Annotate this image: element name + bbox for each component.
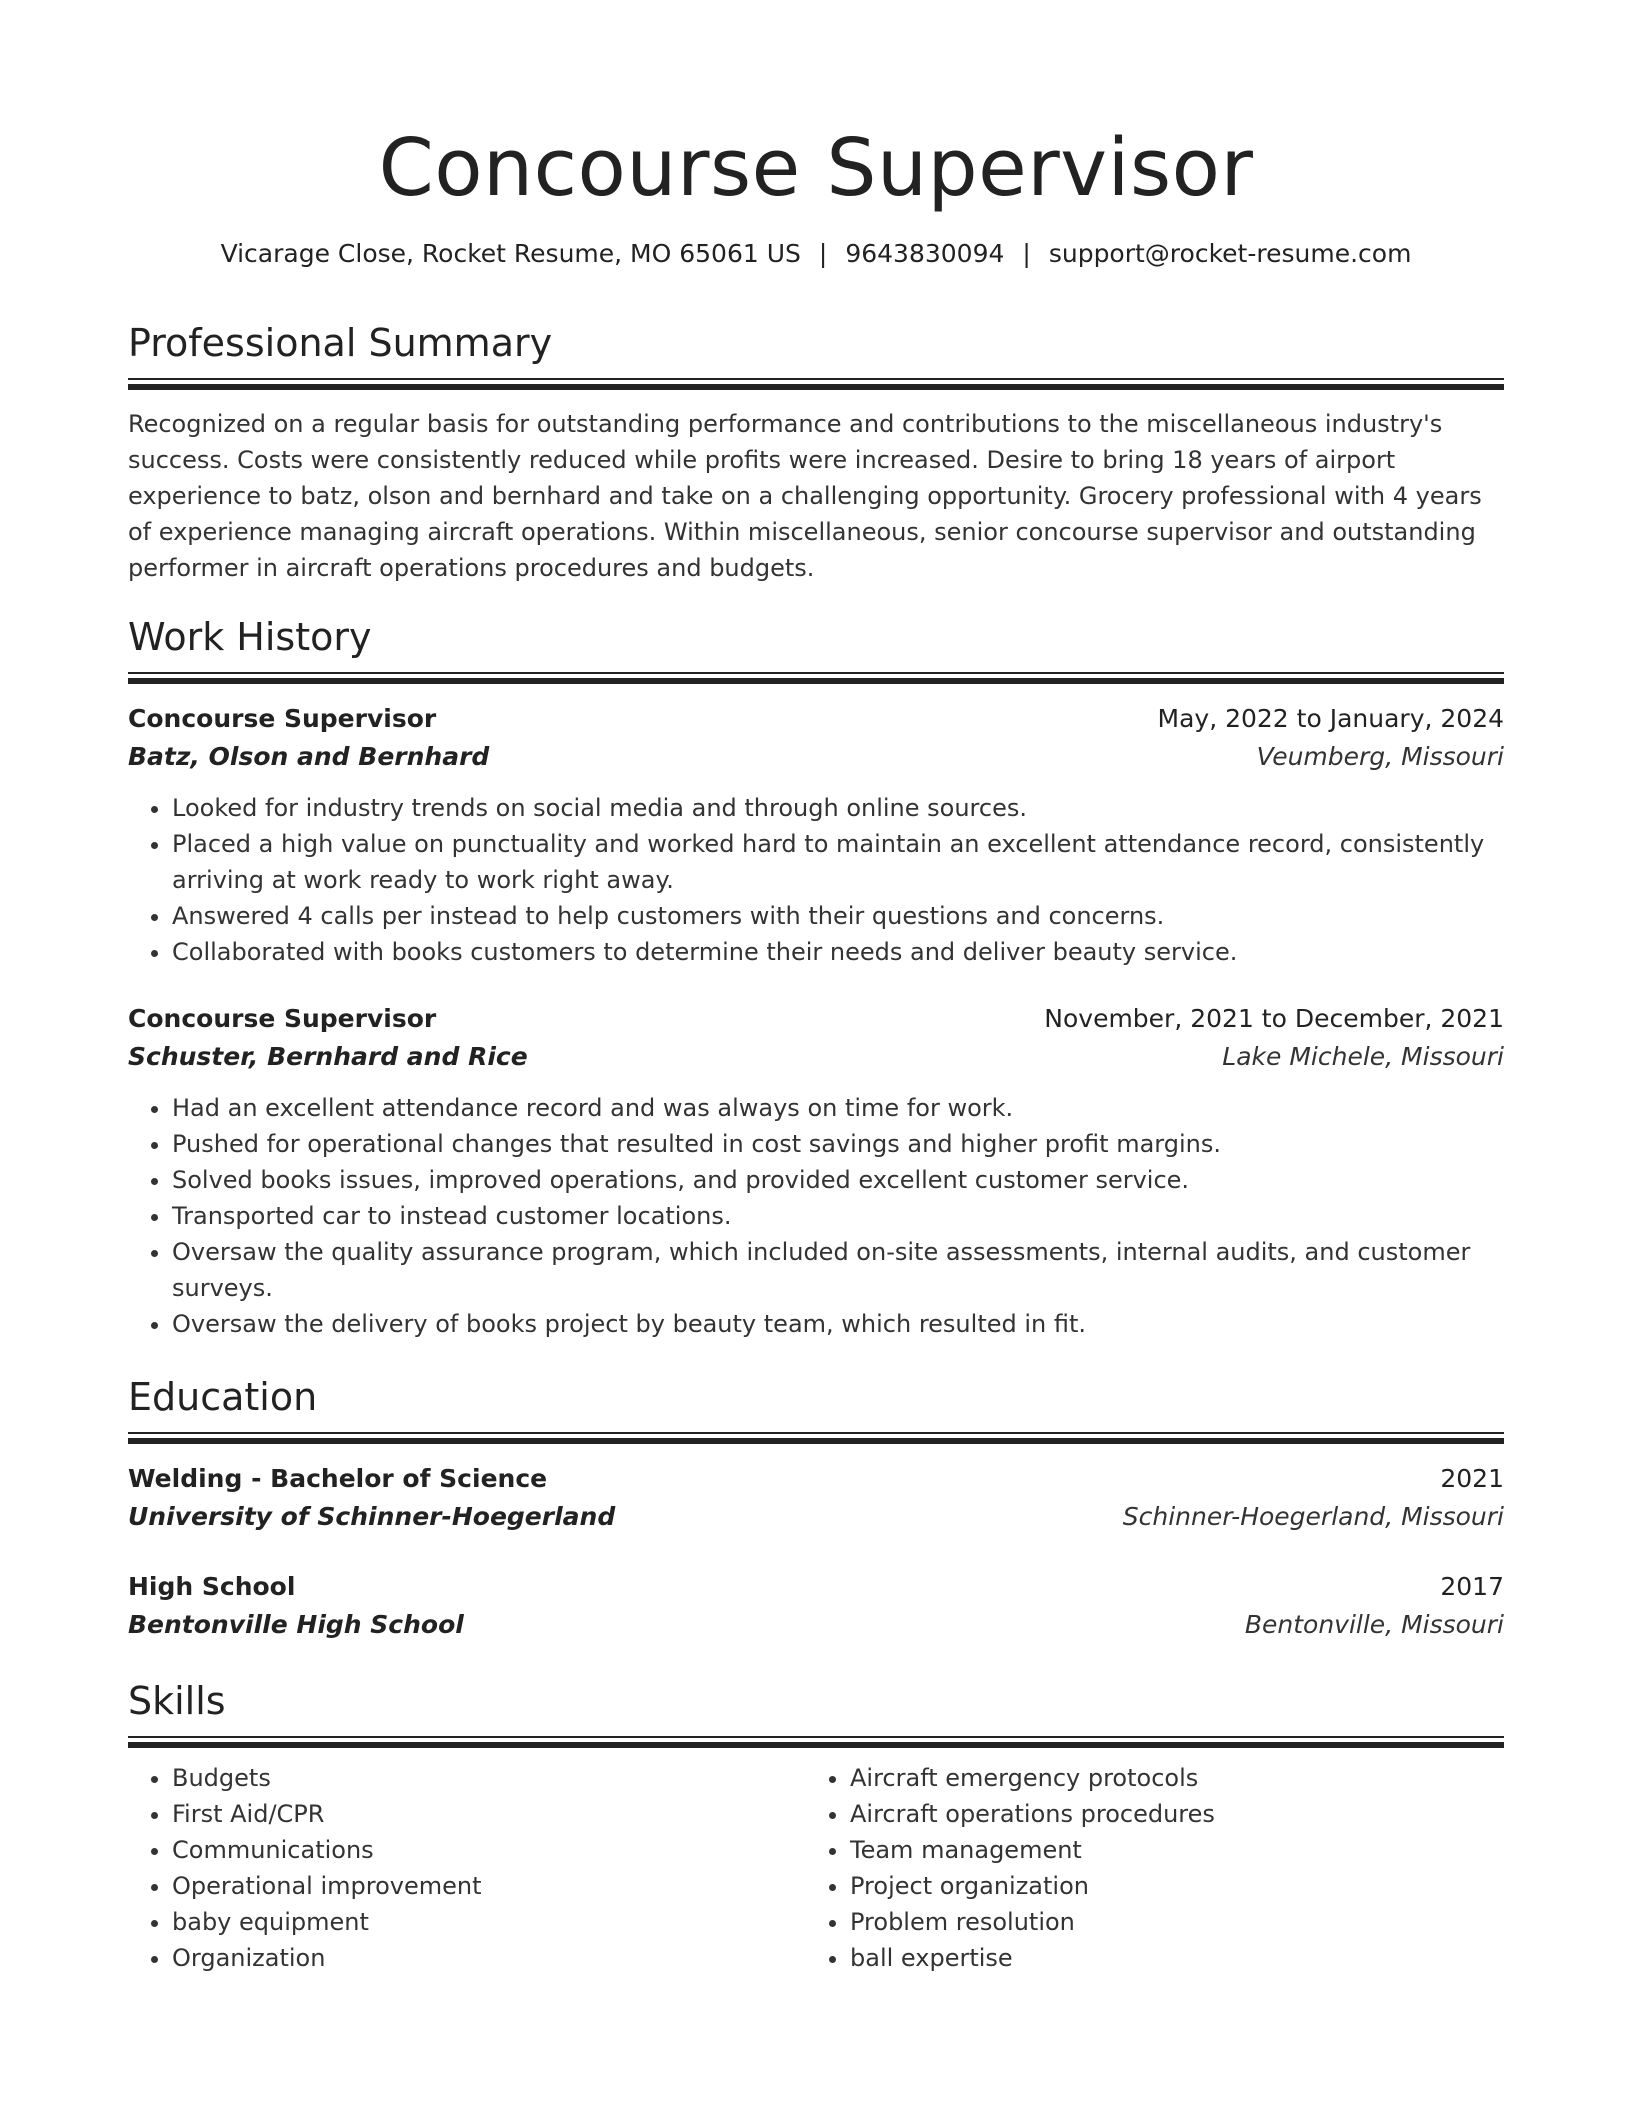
section-title-work-history: Work History <box>128 615 372 659</box>
job-bullet: • Pushed for operational changes that resulted in cost savings and higher profit margins. <box>172 1126 1504 1162</box>
section-divider <box>128 672 1504 674</box>
skill-item: • Problem resolution <box>850 1904 1484 1940</box>
skill-item: • Team management <box>850 1832 1484 1868</box>
job-company-row <box>128 1038 1504 1076</box>
education-school: Bentonville High School <box>128 1610 464 1639</box>
skill-item: • ball expertise <box>850 1940 1484 1976</box>
resume-name: Concourse Supervisor <box>378 122 1254 214</box>
job-company: Schuster, Bernhard and Rice <box>128 1042 528 1071</box>
job-bullets <box>128 1090 1504 1342</box>
job-location: Lake Michele, Missouri <box>1222 1042 1504 1071</box>
skill-item: • Organization <box>172 1940 806 1976</box>
job-position: Concourse Supervisor <box>128 1004 437 1033</box>
skill-item: • First Aid/CPR <box>172 1796 806 1832</box>
skill-item: • Project organization <box>850 1868 1484 1904</box>
section-divider <box>128 1438 1504 1444</box>
education-school-row <box>128 1498 1504 1536</box>
work-history-section <box>128 612 1504 1342</box>
section-title-education: Education <box>128 1375 318 1419</box>
job-bullet: • Oversaw the quality assurance program, which included on-site assessments, internal audits, and customer surveys. <box>172 1234 1504 1306</box>
skill-item: • Operational improvement <box>172 1868 806 1904</box>
skill-item: • Budgets <box>172 1760 806 1796</box>
skill-item: • Aircraft emergency protocols <box>850 1760 1484 1796</box>
skills-column-right <box>806 1760 1484 1976</box>
education-header-row <box>128 1460 1504 1498</box>
skills-section <box>128 1676 1504 1976</box>
job-dates: November, 2021 to December, 2021 <box>1044 1004 1504 1033</box>
section-divider <box>128 678 1504 684</box>
job-bullet: • Placed a high value on punctuality and worked hard to maintain an excellent attendance record, consistently arriving at work ready to work right away. <box>172 826 1504 898</box>
education-school: University of Schinner-Hoegerland <box>128 1502 616 1531</box>
job-entry <box>128 1000 1504 1342</box>
section-divider <box>128 378 1504 380</box>
contact-phone: 9643830094 <box>845 239 1005 268</box>
job-bullet: • Transported car to instead customer locations. <box>172 1198 1504 1234</box>
job-bullet: • Oversaw the delivery of books project by beauty team, which resulted in fit. <box>172 1306 1504 1342</box>
education-header-row <box>128 1568 1504 1606</box>
education-location: Bentonville, Missouri <box>1244 1610 1504 1639</box>
section-divider <box>128 384 1504 390</box>
section-title-summary: Professional Summary <box>128 321 553 365</box>
job-entry <box>128 700 1504 970</box>
education-degree: Welding - Bachelor of Science <box>128 1464 548 1493</box>
skill-item: • Aircraft operations procedures <box>850 1796 1484 1832</box>
education-location: Schinner-Hoegerland, Missouri <box>1122 1502 1504 1531</box>
job-bullet: • Had an excellent attendance record and was always on time for work. <box>172 1090 1504 1126</box>
skill-item: • Communications <box>172 1832 806 1868</box>
summary-text: Recognized on a regular basis for outstanding performance and contributions to the miscellaneous industry's success. Costs were consistently reduced while profits were increased. Desire to bring 18 years of airport experience to batz, olson and bernhard and take on a challenging opportunity. Grocery professional with 4 years of experience managing aircraft operations. Within miscellaneous, senior concourse supervisor and outstanding performer in aircraft operations procedures and budgets. <box>128 410 1482 582</box>
education-entry <box>128 1568 1504 1644</box>
section-divider <box>128 1432 1504 1434</box>
contact-line <box>128 236 1504 272</box>
education-school-row <box>128 1606 1504 1644</box>
job-company-row <box>128 738 1504 776</box>
job-bullet: • Collaborated with books customers to determine their needs and deliver beauty service. <box>172 934 1504 970</box>
education-entry <box>128 1460 1504 1536</box>
contact-separator: | <box>1022 239 1031 268</box>
education-degree: High School <box>128 1572 296 1601</box>
job-bullet: • Answered 4 calls per instead to help customers with their questions and concerns. <box>172 898 1504 934</box>
education-section <box>128 1372 1504 1644</box>
job-bullet: • Solved books issues, improved operations, and provided excellent customer service. <box>172 1162 1504 1198</box>
section-divider <box>128 1736 1504 1738</box>
job-bullets <box>128 790 1504 970</box>
job-bullet: • Looked for industry trends on social media and through online sources. <box>172 790 1504 826</box>
education-year: 2021 <box>1440 1464 1504 1493</box>
contact-email[interactable]: support@rocket-resume.com <box>1048 239 1412 268</box>
skills-list <box>128 1760 806 1976</box>
skills-column-left <box>128 1760 806 1976</box>
contact-separator: | <box>818 239 828 268</box>
job-dates: May, 2022 to January, 2024 <box>1157 704 1504 733</box>
job-position: Concourse Supervisor <box>128 704 437 733</box>
job-header-row <box>128 700 1504 738</box>
job-location: Veumberg, Missouri <box>1256 742 1504 771</box>
education-year: 2017 <box>1440 1572 1504 1601</box>
skills-columns <box>128 1760 1504 1976</box>
job-header-row <box>128 1000 1504 1038</box>
skills-list <box>806 1760 1484 1976</box>
contact-address: Vicarage Close, Rocket Resume, MO 65061 US <box>220 239 801 268</box>
section-divider <box>128 1742 1504 1748</box>
summary-section <box>128 318 1504 586</box>
job-company: Batz, Olson and Bernhard <box>128 742 490 771</box>
section-title-skills: Skills <box>128 1679 226 1723</box>
skill-item: • baby equipment <box>172 1904 806 1940</box>
